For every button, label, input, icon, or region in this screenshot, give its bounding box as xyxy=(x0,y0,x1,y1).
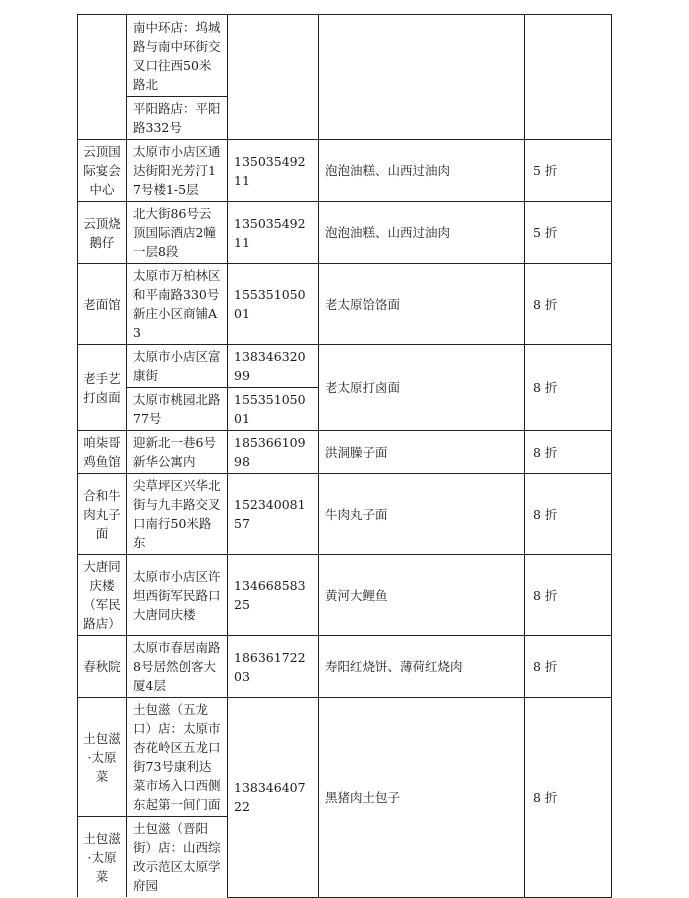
phone-cell: 15535105001 xyxy=(228,388,319,431)
table-row xyxy=(78,636,612,698)
table-row xyxy=(78,474,612,555)
restaurant-name: 春秋院 xyxy=(78,636,127,698)
address-cell: 太原市万柏林区和平南路330号新庄小区商铺A3 xyxy=(127,264,228,345)
address-cell: 迎新北一巷6号新华公寓内 xyxy=(127,431,228,474)
restaurant-name: 土包滋·太原菜 xyxy=(78,817,127,898)
table-row xyxy=(78,15,612,97)
phone-cell: 18536610998 xyxy=(228,431,319,474)
restaurant-name: 土包滋·太原菜 xyxy=(78,698,127,817)
restaurant-name: 大唐同庆楼（军民路店） xyxy=(78,555,127,636)
dish-cell: 黄河大鲤鱼 xyxy=(319,555,525,636)
dish-cell: 泡泡油糕、山西过油肉 xyxy=(319,202,525,264)
discount-cell: 5 折 xyxy=(525,140,612,202)
address-cell: 太原市小店区富康街 xyxy=(127,345,228,388)
phone-cell: 13503549211 xyxy=(228,202,319,264)
phone-cell: 13834632099 xyxy=(228,345,319,388)
discount-cell: 8 折 xyxy=(525,345,612,431)
discount-cell: 8 折 xyxy=(525,636,612,698)
restaurant-name xyxy=(78,15,127,140)
phone-cell xyxy=(228,15,319,140)
restaurant-name: 合和牛肉丸子面 xyxy=(78,474,127,555)
dish-cell: 老太原打卤面 xyxy=(319,345,525,431)
discount-cell: 8 折 xyxy=(525,264,612,345)
restaurant-name: 老面馆 xyxy=(78,264,127,345)
table-row xyxy=(78,140,612,202)
discount-cell: 8 折 xyxy=(525,431,612,474)
phone-cell: 13503549211 xyxy=(228,140,319,202)
discount-cell: 5 折 xyxy=(525,202,612,264)
address-cell: 太原市小店区通达街阳光芳汀17号楼1-5层 xyxy=(127,140,228,202)
table-row xyxy=(78,555,612,636)
phone-cell: 15234008157 xyxy=(228,474,319,555)
restaurant-table xyxy=(77,14,612,898)
address-cell: 土包滋（五龙口）店：太原市杏花岭区五龙口街73号康利达菜市场入口西侧东起第一间门面 xyxy=(127,698,228,817)
table-row xyxy=(78,698,612,817)
table-row xyxy=(78,202,612,264)
address-cell: 平阳路店：平阳路332号 xyxy=(127,97,228,140)
address-cell: 太原市春居南路8号居然创客大厦4层 xyxy=(127,636,228,698)
phone-cell: 15535105001 xyxy=(228,264,319,345)
discount-cell: 8 折 xyxy=(525,698,612,898)
restaurant-name: 云顶烧鹅仔 xyxy=(78,202,127,264)
address-cell: 北大街86号云顶国际酒店2幢一层8段 xyxy=(127,202,228,264)
dish-cell xyxy=(319,15,525,140)
discount-cell xyxy=(525,15,612,140)
discount-cell: 8 折 xyxy=(525,555,612,636)
phone-cell: 18636172203 xyxy=(228,636,319,698)
dish-cell: 泡泡油糕、山西过油肉 xyxy=(319,140,525,202)
dish-cell: 寿阳红烧饼、薄荷红烧肉 xyxy=(319,636,525,698)
table-row xyxy=(78,431,612,474)
discount-cell: 8 折 xyxy=(525,474,612,555)
phone-cell: 13834640722 xyxy=(228,698,319,898)
address-cell: 南中环店：坞城路与南中环街交叉口往西50米路北 xyxy=(127,15,228,97)
dish-cell: 洪洞臊子面 xyxy=(319,431,525,474)
restaurant-name: 咱柒哥鸡鱼馆 xyxy=(78,431,127,474)
address-cell: 尖草坪区兴华北街与九丰路交叉口南行50米路东 xyxy=(127,474,228,555)
restaurant-name: 云顶国际宴会中心 xyxy=(78,140,127,202)
dish-cell: 牛肉丸子面 xyxy=(319,474,525,555)
restaurant-name: 老手艺打卤面 xyxy=(78,345,127,431)
phone-cell: 13466858325 xyxy=(228,555,319,636)
dish-cell: 老太原饸饹面 xyxy=(319,264,525,345)
address-cell: 太原市小店区许坦西街军民路口大唐同庆楼 xyxy=(127,555,228,636)
table-row xyxy=(78,345,612,388)
address-cell: 太原市桃园北路77号 xyxy=(127,388,228,431)
dish-cell: 黑猪肉土包子 xyxy=(319,698,525,898)
address-cell: 土包滋（晋阳街）店：山西综改示范区太原学府园 xyxy=(127,817,228,898)
table-row xyxy=(78,264,612,345)
